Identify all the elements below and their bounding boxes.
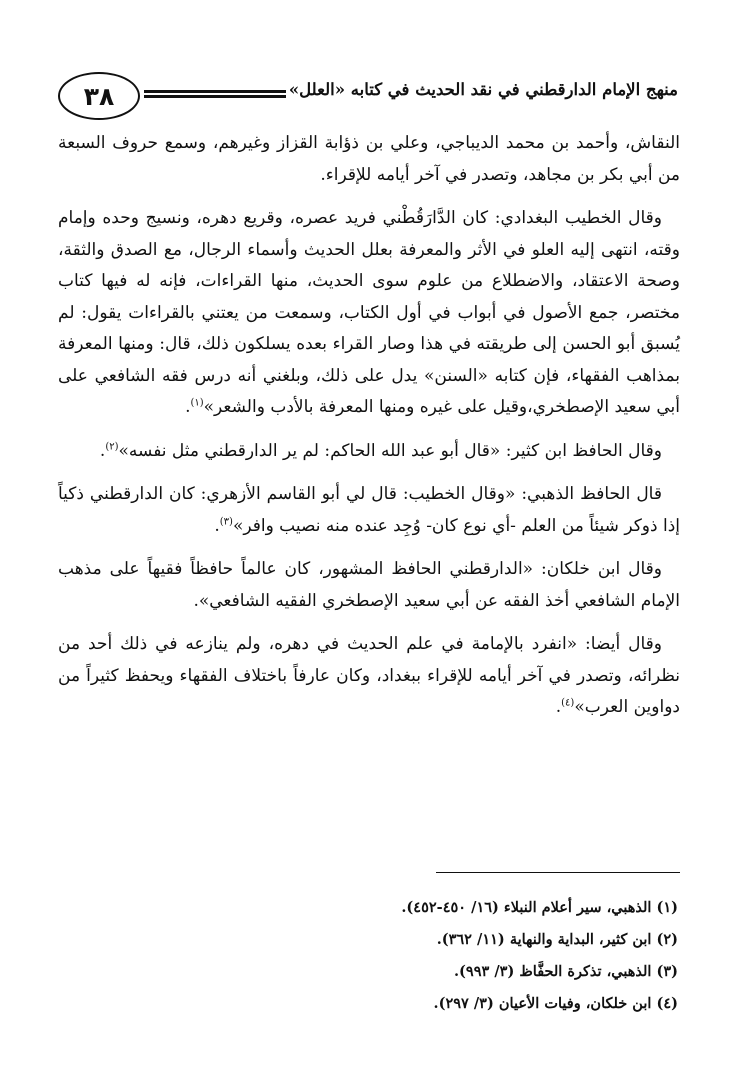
paragraph-3: وقال الحافظ ابن كثير: «قال أبو عبد الله الحاكم: لم ير الدارقطني مثل نفسه»$^{(٢)}$. [99, 440, 662, 461]
page-number-oval [58, 72, 140, 120]
page-number: ٣٨ [83, 81, 115, 111]
paragraph-4: قال الحافظ الذهبي: «وقال الخطيب: قال لي أبو القاسم الأزهري: كان الدارقطني ذكياً إذا ذوكر شيئاً من العلم -أي نوع كان- وُجِد عنده منه نصيب وافر»$^{(٣)}$. [58, 484, 680, 536]
running-title: منهج الإمام الدارقطني في نقد الحديث في كتابه «العلل» [288, 80, 678, 99]
footnote-ref-3: (٣) [219, 515, 233, 527]
footnote-ref-1: (١) [190, 397, 204, 409]
footnote-4: (٤) ابن خلكان، وفيات الأعيان (٣/ ٢٩٧). [433, 995, 678, 1012]
footnote-separator [436, 872, 680, 873]
header-double-rule [144, 90, 286, 98]
paragraph-2: وقال الخطيب البغدادي: كان الدَّارَقُطْني فريد عصره، وقريع دهره، ونسيج وحده وإمام وقته، انتهى إليه العلو في الأثر والمعرفة بعلل الحديث وأسماء الرجال، مع الصدق والثقة، وصحة الاعتقاد، والاضطلاع من علوم سوى الحديث، منها القراءات، فإنه له فيها كتاب مختصر، جمع الأصول في أبواب في أول الكتاب، وسمعت من يعتني بالقراءات يقول: لم يُسبق أبو الحسن إلى طريقته في هذا وصار القراء بعده يسلكون ذلك، قال: ومنها المعرفة بمذاهب الفقهاء، فإن كتابه «السنن» يدل على ذلك، وبلغني أنه درس فقه الشافعي على أبي سعيد الإصطخري،وقيل على غيره ومنها المعرفة بالأدب والشعر»$^{(١)}$. [58, 208, 680, 417]
footnote-2: (٢) ابن كثير، البداية والنهاية (١١/ ٣٦٢). [436, 931, 678, 948]
footnote-3: (٣) الذهبي، تذكرة الحفَّاظ (٣/ ٩٩٣). [454, 963, 678, 980]
paragraph-1: النقاش، وأحمد بن محمد الديباجي، وعلي بن ذؤابة القزاز وغيرهم، وسمع حروف السبعة من أبي بكر بن مجاهد، وتصدر في آخر أيامه للإقراء. [58, 133, 680, 185]
footnote-1: (١) الذهبي، سير أعلام النبلاء (١٦/ ٤٥٠-٤٥٢). [401, 899, 678, 916]
running-header [58, 72, 680, 128]
paragraph-6: وقال أيضا: «انفرد بالإمامة في علم الحديث في دهره، ولم ينازعه في ذلك أحد من نظرائه، وتصدر في آخر أيامه للإقراء ببغداد، وكان عارفاً باختلاف الفقهاء ويحفظ كثيراً من دواوين العرب»$^{(٤)}$. [58, 634, 680, 717]
footnote-ref-2: (٢) [105, 440, 119, 452]
body-text [58, 128, 680, 736]
footnote-ref-4: (٤) [561, 697, 575, 709]
paragraph-5: وقال ابن خلكان: «الدارقطني الحافظ المشهور، كان عالماً حافظاً فقيهاً على مذهب الإمام الشافعي أخذ الفقه عن أبي سعيد الإصطخري الفقيه الشافعي». [58, 559, 680, 611]
footnotes [118, 892, 678, 1020]
